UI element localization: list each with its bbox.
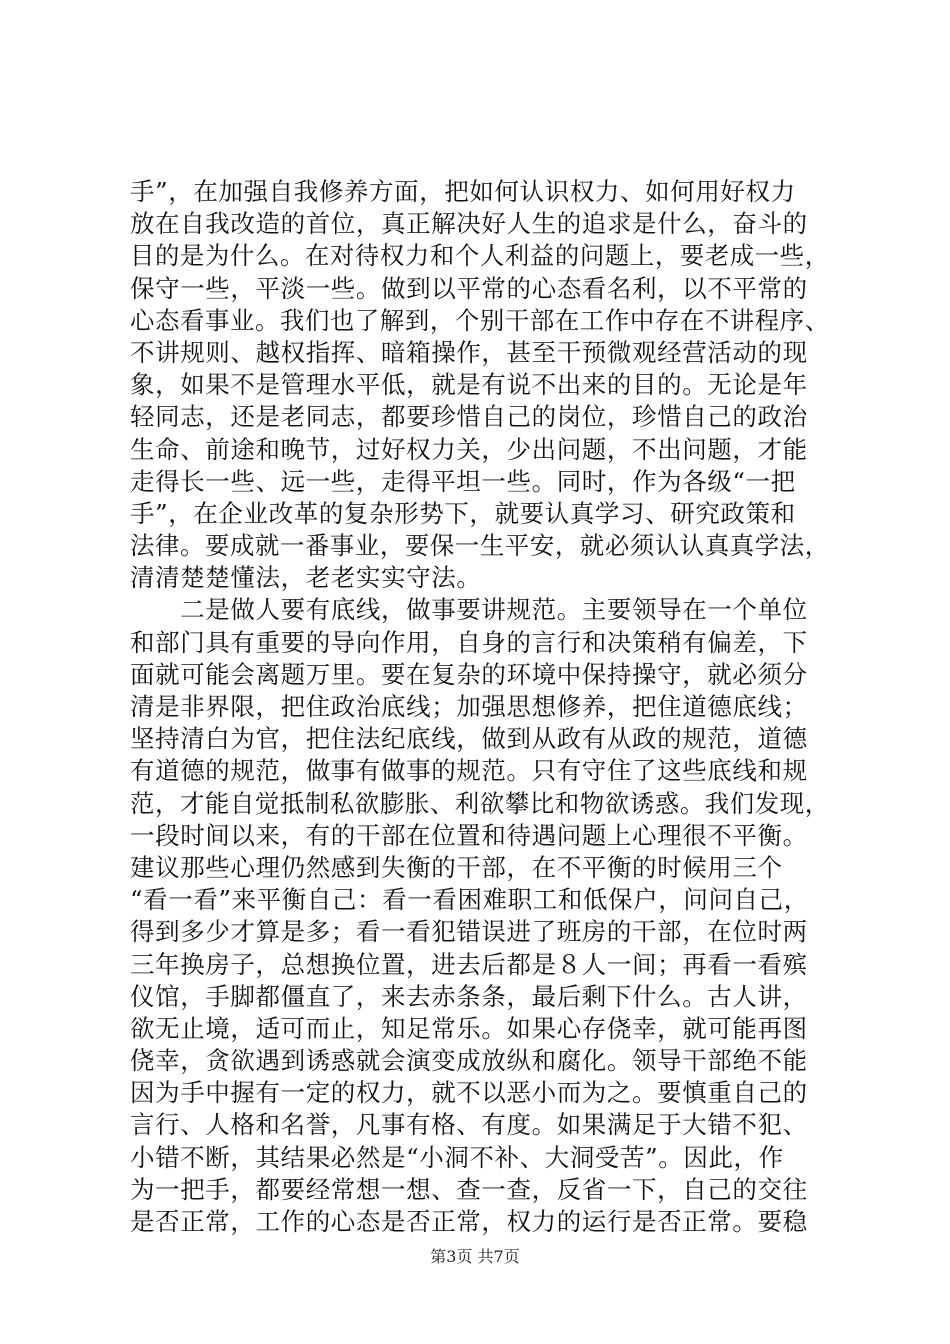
text-line: 法律。要成就一番事业，要保一生平安，就必须认认真真学法， — [130, 531, 830, 561]
text-line: 象，如果不是管理水平低，就是有说不出来的目的。无论是年 — [130, 370, 808, 400]
text-line: 因为手中握有一定的权力，就不以恶小而为之。要慎重自己的 — [130, 1078, 808, 1108]
text-line: 心态看事业。我们也了解到，个别干部在工作中存在不讲程序、 — [130, 305, 830, 335]
text-line: 仪馆，手脚都僵直了，来去赤条条，最后剩下什么。古人讲， — [130, 981, 808, 1011]
text-line: 面就可能会离题万里。要在复杂的环境中保持操守，就必须分 — [130, 659, 808, 689]
text-line: 生命、前途和晚节，过好权力关，少出问题，不出问题，才能 — [130, 434, 808, 464]
text-line: 建议那些心理仍然感到失衡的干部，在不平衡的时候用三个 — [130, 852, 783, 882]
text-line: 为一把手，都要经常想一想、查一查，反省一下，自己的交往 — [130, 1174, 808, 1204]
text-line: 范，才能自觉抵制私欲膨胀、利欲攀比和物欲诱惑。我们发现， — [130, 788, 830, 818]
text-line: 目的是为什么。在对待权力和个人利益的问题上，要老成一些， — [130, 241, 830, 271]
text-line: 得到多少才算是多；看一看犯错误进了班房的干部，在位时两 — [130, 917, 808, 947]
text-line: 二是做人要有底线，做事要讲规范。主要领导在一个单位 — [130, 595, 808, 625]
text-line: 小错不断，其结果必然是“小洞不补、大洞受苦”。因此，作 — [130, 1142, 784, 1172]
text-line: 是否正常，工作的心态是否正常，权力的运行是否正常。要稳 — [130, 1207, 808, 1236]
text-line: 清清楚楚懂法，老老实实守法。 — [130, 563, 482, 593]
text-line: 言行、人格和名誉，凡事有格、有度。如果满足于大错不犯、 — [130, 1110, 808, 1140]
body-text — [130, 176, 830, 1238]
text-line: “看一看”来平衡自己：看一看困难职工和低保户，问问自己， — [130, 885, 809, 915]
text-line: 坚持清白为官，把住法纪底线，做到从政有从政的规范，道德 — [130, 724, 808, 754]
text-line: 一段时间以来，有的干部在位置和待遇问题上心理很不平衡。 — [130, 820, 808, 850]
text-line: 不讲规则、越权指挥、暗箱操作，甚至干预微观经营活动的现 — [130, 337, 808, 367]
text-line: 保守一些，平淡一些。做到以平常的心态看名利，以不平常的 — [130, 273, 808, 303]
text-line: 手”，在加强自我修养方面，把如何认识权力、如何用好权力 — [130, 177, 796, 206]
text-line: 手”，在企业改革的复杂形势下，就要认真学习、研究政策和 — [130, 498, 796, 528]
text-line: 放在自我改造的首位，真正解决好人生的追求是什么，奋斗的 — [130, 209, 808, 239]
text-line: 欲无止境，适可而止，知足常乐。如果心存侥幸，就可能再图 — [130, 1013, 808, 1043]
text-line: 清是非界限，把住政治底线；加强思想修养，把住道德底线； — [130, 692, 808, 721]
text-line: 和部门具有重要的导向作用，自身的言行和决策稍有偏差，下 — [130, 627, 808, 657]
page-footer: 第3页 共7页 — [430, 1247, 520, 1266]
text-line: 轻同志，还是老同志，都要珍惜自己的岗位，珍惜自己的政治 — [130, 402, 808, 432]
text-line: 三年换房子，总想换位置，进去后都是８人一间；再看一看殡 — [130, 949, 808, 979]
text-line: 有道德的规范，做事有做事的规范。只有守住了这些底线和规 — [130, 756, 808, 786]
text-line: 侥幸，贪欲遇到诱惑就会演变成放纵和腐化。领导干部绝不能 — [130, 1046, 808, 1076]
text-line: 走得长一些、远一些，走得平坦一些。同时，作为各级“一把 — [130, 466, 796, 496]
